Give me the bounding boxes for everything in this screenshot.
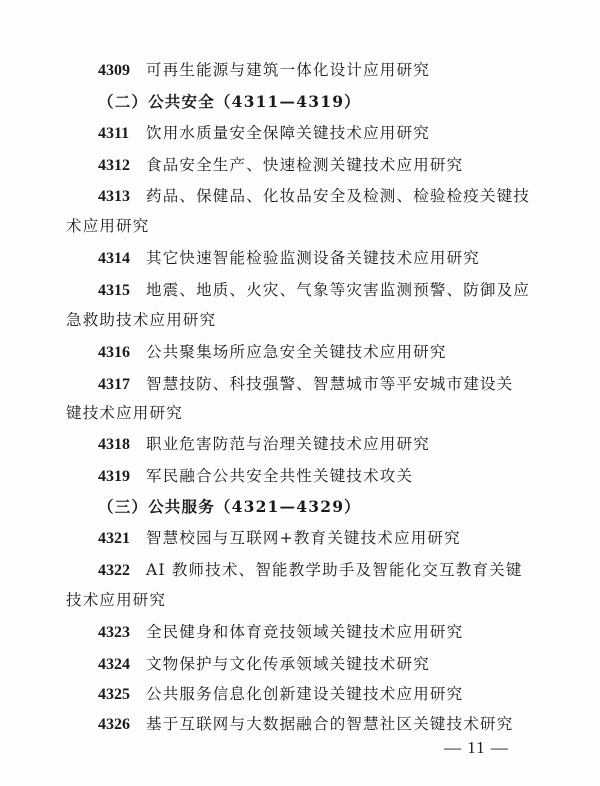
- item-code: 4323: [98, 624, 130, 641]
- item-code: 4321: [98, 530, 130, 547]
- list-item: [98, 684, 463, 705]
- list-item: [98, 622, 463, 643]
- item-code: 4324: [98, 656, 130, 673]
- item-text: 全民健身和体育竞技领域关键技术应用研究: [146, 623, 464, 641]
- item-text: 药品、保健品、化妆品安全及检测、检验检疫关键技: [146, 187, 531, 205]
- item-text: AI 教师技术、智能教学助手及智能化交互教育关键: [146, 561, 523, 579]
- list-item: [98, 374, 513, 395]
- list-item: [98, 248, 480, 269]
- item-text: 智慧校园与互联网+教育关键技术应用研究: [146, 529, 461, 547]
- item-code: 4322: [98, 562, 130, 579]
- item-code: 4318: [98, 436, 130, 453]
- section-heading: （二）公共安全（4311—4319）: [98, 92, 361, 111]
- item-code: 4311: [98, 125, 130, 142]
- item-text: 可再生能源与建筑一体化设计应用研究: [146, 61, 430, 79]
- item-text: 智慧技防、科技强警、智慧城市等平安城市建设关: [146, 375, 514, 393]
- item-text: 其它快速智能检验监测设备关键技术应用研究: [146, 249, 481, 267]
- list-item: [98, 654, 430, 675]
- list-item-continuation: 术应用研究: [66, 217, 150, 235]
- list-item: [98, 528, 461, 549]
- list-item: [98, 280, 530, 301]
- item-code: 4326: [98, 716, 130, 733]
- item-code: 4314: [98, 250, 130, 267]
- item-code: 4312: [98, 157, 130, 174]
- item-text: 基于互联网与大数据融合的智慧社区关键技术研究: [146, 715, 514, 733]
- list-item: [98, 155, 463, 176]
- page-number: — 11 —: [444, 738, 509, 757]
- item-code: 4309: [98, 62, 130, 79]
- list-item: [98, 434, 430, 455]
- list-item: [98, 466, 413, 487]
- item-code: 4325: [98, 686, 130, 703]
- list-item: [98, 560, 523, 581]
- item-code: 4319: [98, 468, 130, 485]
- item-code: 4316: [98, 344, 130, 361]
- list-item: [98, 60, 430, 81]
- list-item-continuation: 技术应用研究: [66, 591, 167, 609]
- item-text: 地震、地质、火灾、气象等灾害监测预警、防御及应: [146, 281, 531, 299]
- item-text: 饮用水质量安全保障关键技术应用研究: [146, 124, 430, 142]
- list-item: [98, 186, 530, 207]
- list-item: [98, 714, 513, 735]
- list-item: [98, 342, 447, 363]
- item-text: 军民融合公共安全共性关键技术攻关: [146, 467, 414, 485]
- item-text: 食品安全生产、快速检测关键技术应用研究: [146, 156, 464, 174]
- item-code: 4317: [98, 376, 130, 393]
- item-code: 4313: [98, 188, 130, 205]
- item-text: 公共聚集场所应急安全关键技术应用研究: [146, 343, 447, 361]
- list-item-continuation: 急救助技术应用研究: [66, 311, 217, 329]
- item-code: 4315: [98, 282, 130, 299]
- item-text: 职业危害防范与治理关键技术应用研究: [146, 435, 430, 453]
- item-text: 文物保护与文化传承领域关键技术研究: [146, 655, 430, 673]
- list-item: [98, 123, 430, 144]
- section-heading: （三）公共服务（4321—4329）: [98, 497, 361, 516]
- item-text: 公共服务信息化创新建设关键技术应用研究: [146, 685, 464, 703]
- list-item-continuation: 键技术应用研究: [66, 404, 183, 422]
